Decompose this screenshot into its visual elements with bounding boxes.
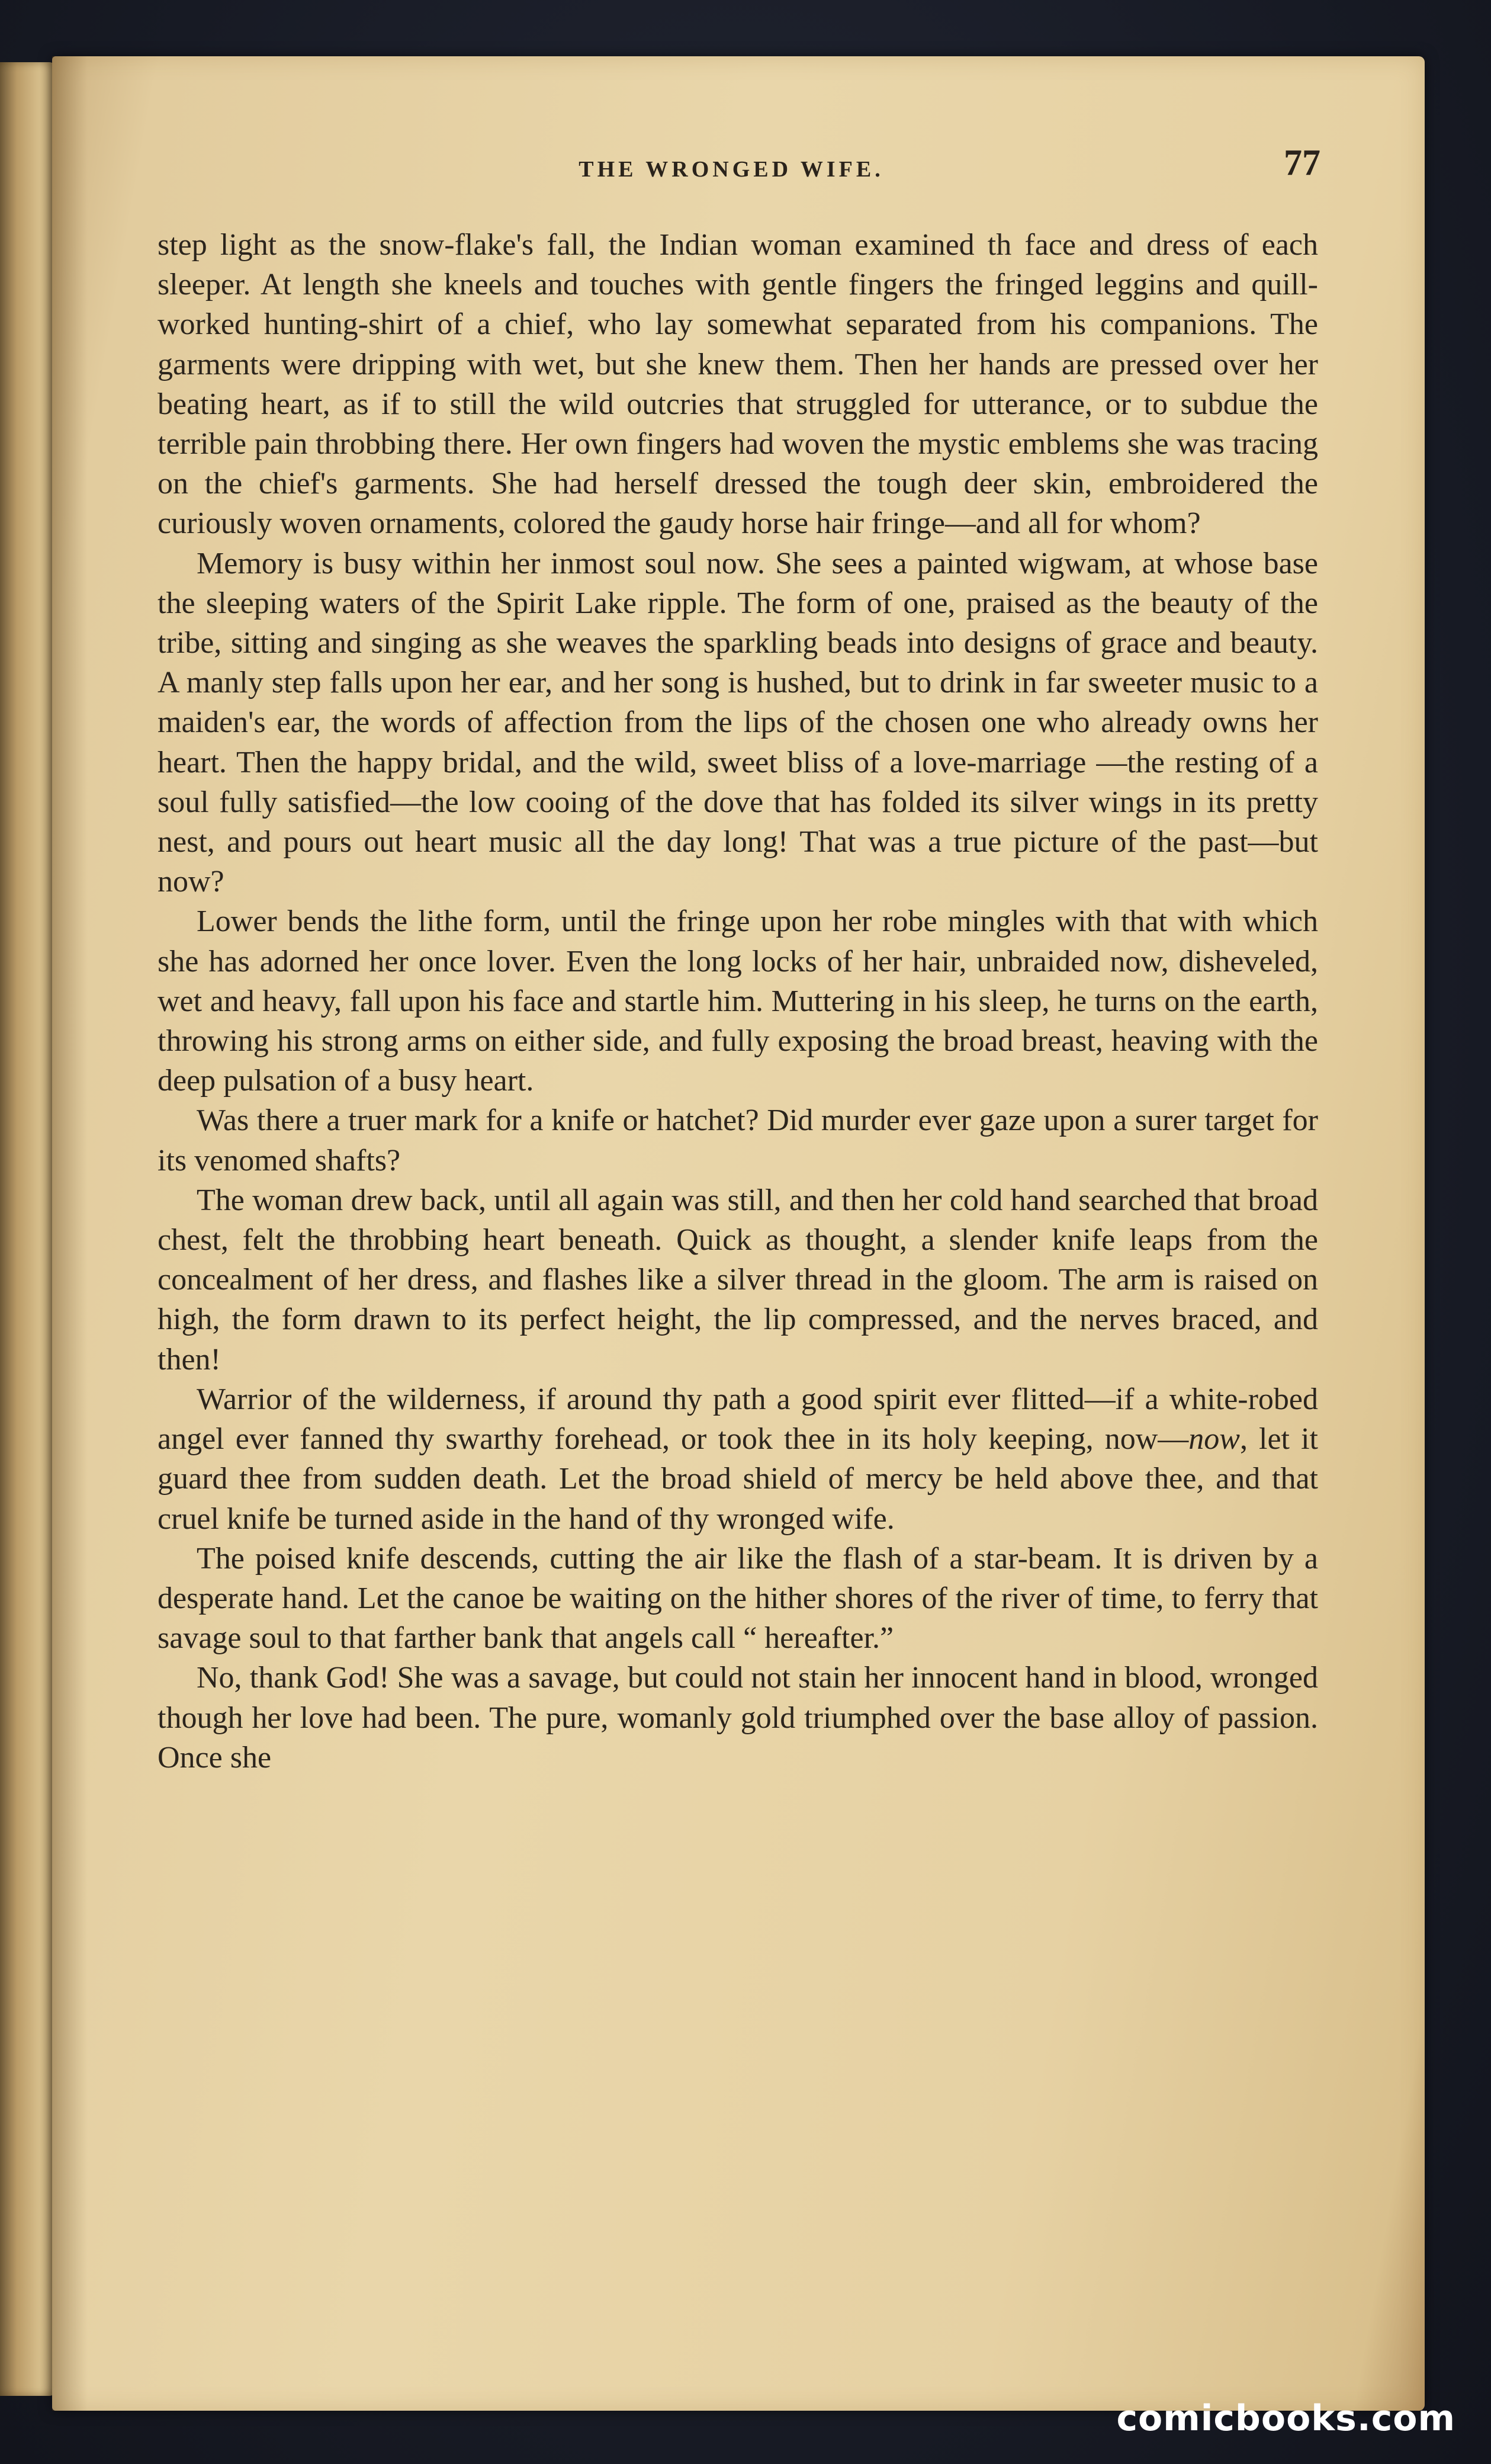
paragraph-3: Lower bends the lithe form, until the fringe upon her robe mingles with that with which she has adorned her once lover. Even the long locks of her hair, unbraided now, disheveled, wet and heavy, fall upon his face and startle him. Muttering in his sleep, he turns on the earth, throwing his strong arms on either side, and fully exposing the broad breast, heaving with the deep pulsation of a busy heart. [158, 904, 1318, 1098]
paragraph-1: step light as the snow-flake's fall, the Indian woman examined th face and dress of each sleeper. At length she kneels and touches with gentle fingers the fringed leggins and quill-worked hunting-shirt of a chief, who lay somewhat separated from his companions. The garments were dripping with wet, but she knew them. Then her hands are pressed over her beating heart, as if to still the wild outcries that struggled for utterance, or to subdue the terrible pain throbbing there. Her own fingers had woven the mystic emblems she was tracing on the chief's garments. She had herself dressed the tough deer skin, embroidered the curiously woven ornaments, colored the gaudy horse hair fringe—and all for whom? [158, 228, 1318, 541]
paragraph-2: Memory is busy within her inmost soul now. She sees a painted wigwam, at whose base the sleeping waters of the Spirit Lake ripple. The form of one, praised as the beauty of the tribe, sitting and singing as she weaves the sparkling beads into designs of grace and beauty. A manly step falls upon her ear, and her song is hushed, but to drink in far sweeter music to a maiden's ear, the words of affection from the lips of the chosen one who already owns her heart. Then the happy bridal, and the wild, sweet bliss of a love-marriage —the resting of a soul fully satisfied—the low cooing of the dove that has folded its silver wings in its pretty nest, and pours out heart music all the day long! That was a true picture of the past—but now? [158, 546, 1318, 899]
watermark: comicbooks.com [1116, 2398, 1455, 2439]
running-head: THE WRONGED WIFE. [579, 157, 884, 182]
previous-page-edge [0, 62, 56, 2396]
body-text [158, 225, 1318, 2209]
page-header [142, 142, 1320, 195]
page-number: 77 [1284, 143, 1320, 183]
paragraph-6-text-after: , let it guard thee from sudden death. Let the broad shield of mercy be held above thee, and that cruel knife be turned aside in the hand of thy wronged wife. [158, 1422, 1318, 1536]
paragraph-7: The poised knife descends, cutting the air like the flash of a star-beam. It is driven by a desperate hand. Let the canoe be waiting on the hither shores of the river of time, to ferry that savage soul to that farther bank that angels call “ hereafter.” [158, 1541, 1318, 1656]
paragraph-8: No, thank God! She was a savage, but could not stain her innocent hand in blood, wronged though her love had been. The pure, womanly gold triumphed over the base alloy of passion. Once she [158, 1661, 1318, 1775]
paragraph-4: Was there a truer mark for a knife or hatchet? Did murder ever gaze upon a surer target for its venomed shafts? [158, 1103, 1318, 1178]
paragraph-6-text-before: Warrior of the wilderness, if around thy path a good spirit ever flitted—if a white-robed angel ever fanned thy swarthy forehead, or took thee in its holy keeping, now— [158, 1382, 1318, 1456]
paragraph-5: The woman drew back, until all again was still, and then her cold hand searched that broad chest, felt the throbbing heart beneath. Quick as thought, a slender knife leaps from the concealment of her dress, and flashes like a silver thread in the gloom. The arm is raised on high, the form drawn to its perfect height, the lip compressed, and the nerves braced, and then! [158, 1183, 1318, 1377]
paragraph-6-emphasis: now [1188, 1422, 1240, 1456]
paragraph-6 [158, 1379, 1318, 1539]
